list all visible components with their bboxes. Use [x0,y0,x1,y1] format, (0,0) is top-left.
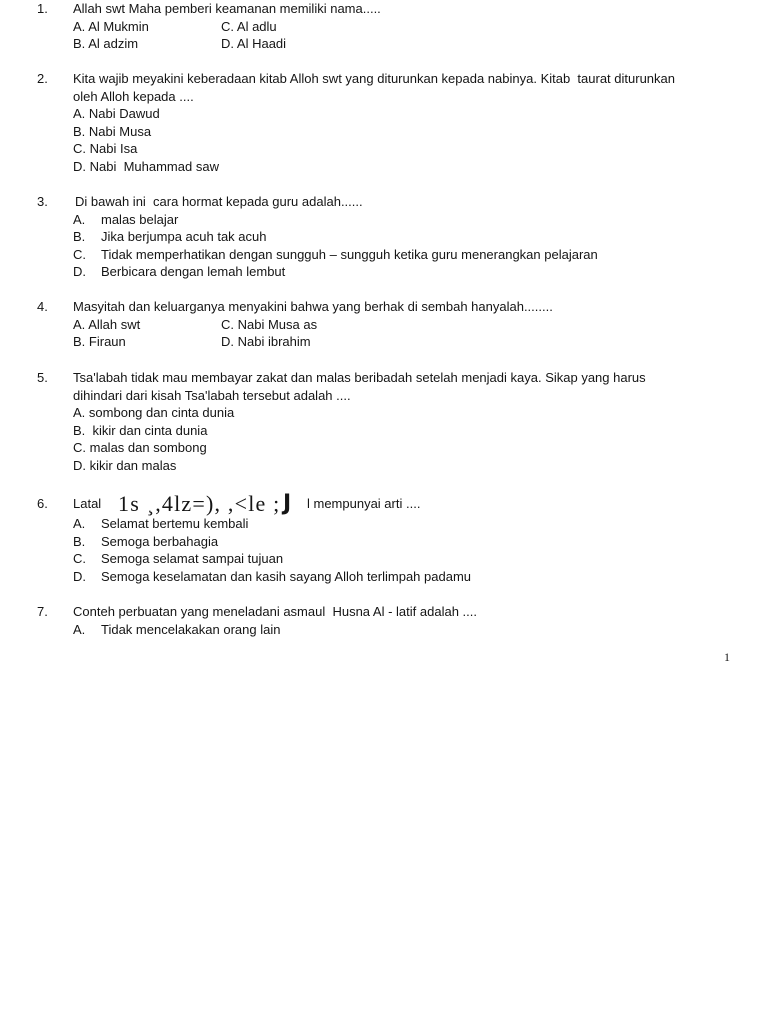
option-letter: A. [73,405,86,421]
option-letter: B. [73,229,86,245]
question-number: 6. [37,496,48,511]
option-text: sombong dan cinta dunia [88,405,235,421]
option-letter: D. [221,36,234,52]
question-text: Tsa'labah tidak mau membayar zakat dan malas beribadah setelah menjadi kaya. Sikap yang harus [73,370,646,385]
option-letter: A. [73,106,86,122]
question-7 [0,603,768,638]
option-text: Semoga selamat sampai tujuan [101,551,284,567]
option-d [0,263,768,281]
options-row [0,18,768,36]
question-text: Conteh perbuatan yang meneladani asmaul Husna Al - latif adalah .... [73,604,477,619]
option-letter: A. [73,211,86,227]
option-text: kikir dan malas [89,457,177,473]
option-letter: D. [73,264,86,280]
question-number: 2. [37,71,48,86]
option-text: Al Mukmin [88,18,149,34]
option-b [0,533,768,551]
option-text: Al adlu [236,18,277,34]
question-row [0,193,768,211]
options-row [0,316,768,334]
option-letter: C. [73,246,86,262]
option-a [0,621,768,639]
option-text: malas dan sombong [89,440,207,456]
question-row [0,369,768,387]
option-c [221,18,277,36]
question-row [0,387,768,405]
question-suffix: l mempunyai arti .... [307,496,421,511]
question-number: 5. [37,370,48,385]
question-1 [0,0,768,53]
option-d [0,457,768,475]
option-letter: C. [73,141,86,157]
question-5 [0,369,768,475]
option-b [0,123,768,141]
question-3 [0,193,768,281]
option-c [0,550,768,568]
option-b [73,333,126,351]
option-text: Berbicara dengan lemah lembut [101,264,286,280]
option-letter: D. [73,158,86,174]
option-c [221,316,317,334]
question-text: Masyitah dan keluarganya menyakini bahwa yang berhak di sembah hanyalah........ [73,299,553,314]
option-text: malas belajar [101,211,179,227]
question-6 [0,493,768,585]
option-text: Al Haadi [236,36,287,52]
option-d [0,158,768,176]
option-b [73,35,138,53]
option-text: Nabi Musa as [237,316,318,332]
arabic-phrase-text: 1s ¸,4lz=), ,<le ; [118,491,281,516]
option-text: Semoga keselamatan dan kasih sayang Alloh terlimpah padamu [101,568,472,584]
option-text: Firaun [88,334,126,350]
option-text: Tidak memperhatikan dengan sungguh – sungguh ketika guru menerangkan pelajaran [101,246,598,262]
question-row [0,603,768,621]
option-text: Nabi ibrahim [237,334,311,350]
question-row [0,493,768,515]
option-letter: A. [73,18,86,34]
question-row [0,0,768,18]
option-letter: C. [221,316,234,332]
options-row [0,35,768,53]
option-letter: A. [73,316,86,332]
option-text: Allah swt [88,316,141,332]
question-number: 3. [37,194,48,209]
option-text: Selamat bertemu kembali [101,516,249,531]
question-text: oleh Alloh kepada .... [73,88,194,104]
option-text: Nabi Dawud [88,106,160,122]
option-text: Semoga berbahagia [101,533,219,549]
option-text: Nabi Musa [88,123,152,139]
question-number: 7. [37,604,48,619]
option-letter: D. [73,457,86,473]
question-row [0,298,768,316]
option-letter: B. [73,422,86,438]
option-a [73,18,149,36]
option-letter: C. [221,18,234,34]
option-letter: B. [73,334,86,350]
question-row [0,88,768,106]
question-2 [0,70,768,176]
option-text: kikir dan cinta dunia [92,422,208,438]
question-number: 4. [37,299,48,314]
option-letter: C. [73,440,86,456]
option-text: Tidak mencelakakan orang lain [101,621,281,637]
option-letter: B. [73,123,86,139]
option-letter: D. [73,568,86,584]
option-text: Jika berjumpa acuh tak acuh [101,229,267,245]
option-letter: D. [221,334,234,350]
option-c [0,140,768,158]
options-row [0,333,768,351]
question-text: dihindari dari kisah Tsa'labah tersebut adalah .... [73,387,351,403]
option-a [0,404,768,422]
option-a [0,105,768,123]
option-c [0,246,768,264]
option-c [0,439,768,457]
option-text: Nabi Muhammad saw [89,158,219,174]
question-4 [0,298,768,351]
option-letter: A. [73,516,86,531]
option-letter: B. [73,36,86,52]
option-text: Nabi Isa [89,141,138,157]
question-text: Allah swt Maha pemberi keamanan memiliki nama..... [73,1,381,16]
question-number: 1. [37,1,48,16]
option-d [221,333,311,351]
question-row [0,70,768,88]
option-d [0,568,768,586]
question-text: Kita wajib meyakini keberadaan kitab Alloh swt yang diturunkan kepada nabinya. Kitab taurat diturunkan [73,71,675,86]
option-a [0,515,768,533]
option-letter: C. [73,551,86,567]
option-a [73,316,140,334]
option-a [0,211,768,229]
question-prefix: Latal [73,496,102,511]
option-text: Al adzim [88,36,139,52]
option-letter: B. [73,533,86,549]
option-b [0,228,768,246]
option-b [0,422,768,440]
page-number: 1 [724,650,730,664]
arabic-phrase-glyph: J [283,491,292,516]
option-letter: A. [73,621,86,637]
option-d [221,35,286,53]
question-text: Di bawah ini cara hormat kepada guru adalah...... [75,194,363,209]
